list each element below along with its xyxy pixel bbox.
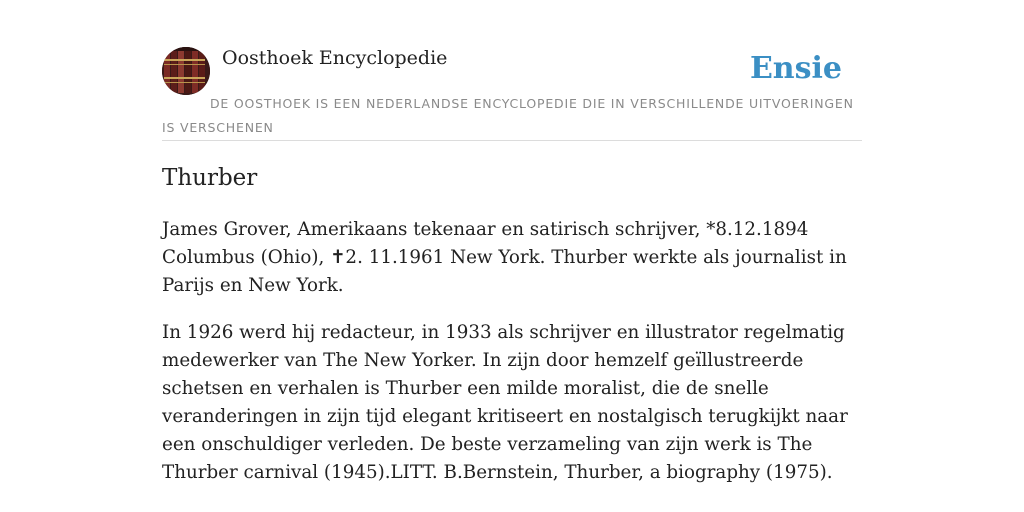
article-body bbox=[162, 216, 862, 506]
site-title[interactable]: Oosthoek Encyclopedie bbox=[222, 47, 448, 69]
encyclopedia-books-icon[interactable] bbox=[162, 47, 210, 95]
article-paragraph: James Grover, Amerikaans tekenaar en satirisch schrijver, *8.12.1894 Columbus (Ohio), ✝2. 11.1961 New York. Thurber werkte als journalist in Parijs en New York. bbox=[162, 219, 847, 296]
article-paragraph: In 1926 werd hij redacteur, in 1933 als schrijver en illustrator regelmatig medewerker van The New Yorker. In zijn door hemzelf geïllustreerde schetsen en verhalen is Thurber een milde moralist, die de snelle veranderingen in zijn tijd elegant kritiseert en nostalgisch terugkijkt naar een onschuldiger verleden. De beste verzameling van zijn werk is The Thurber carnival (1945).LITT. B.Bernstein, Thurber, a biography (1975). bbox=[162, 322, 848, 483]
site-tagline: DE OOSTHOEK IS EEN NEDERLANDSE ENCYCLOPEDIE DIE IN VERSCHILLENDE UITVOERINGEN IS VERSCHENEN bbox=[162, 96, 854, 135]
brand-logo[interactable]: Ensie bbox=[749, 51, 842, 86]
site-header bbox=[162, 46, 862, 141]
article-title: Thurber bbox=[162, 165, 258, 191]
